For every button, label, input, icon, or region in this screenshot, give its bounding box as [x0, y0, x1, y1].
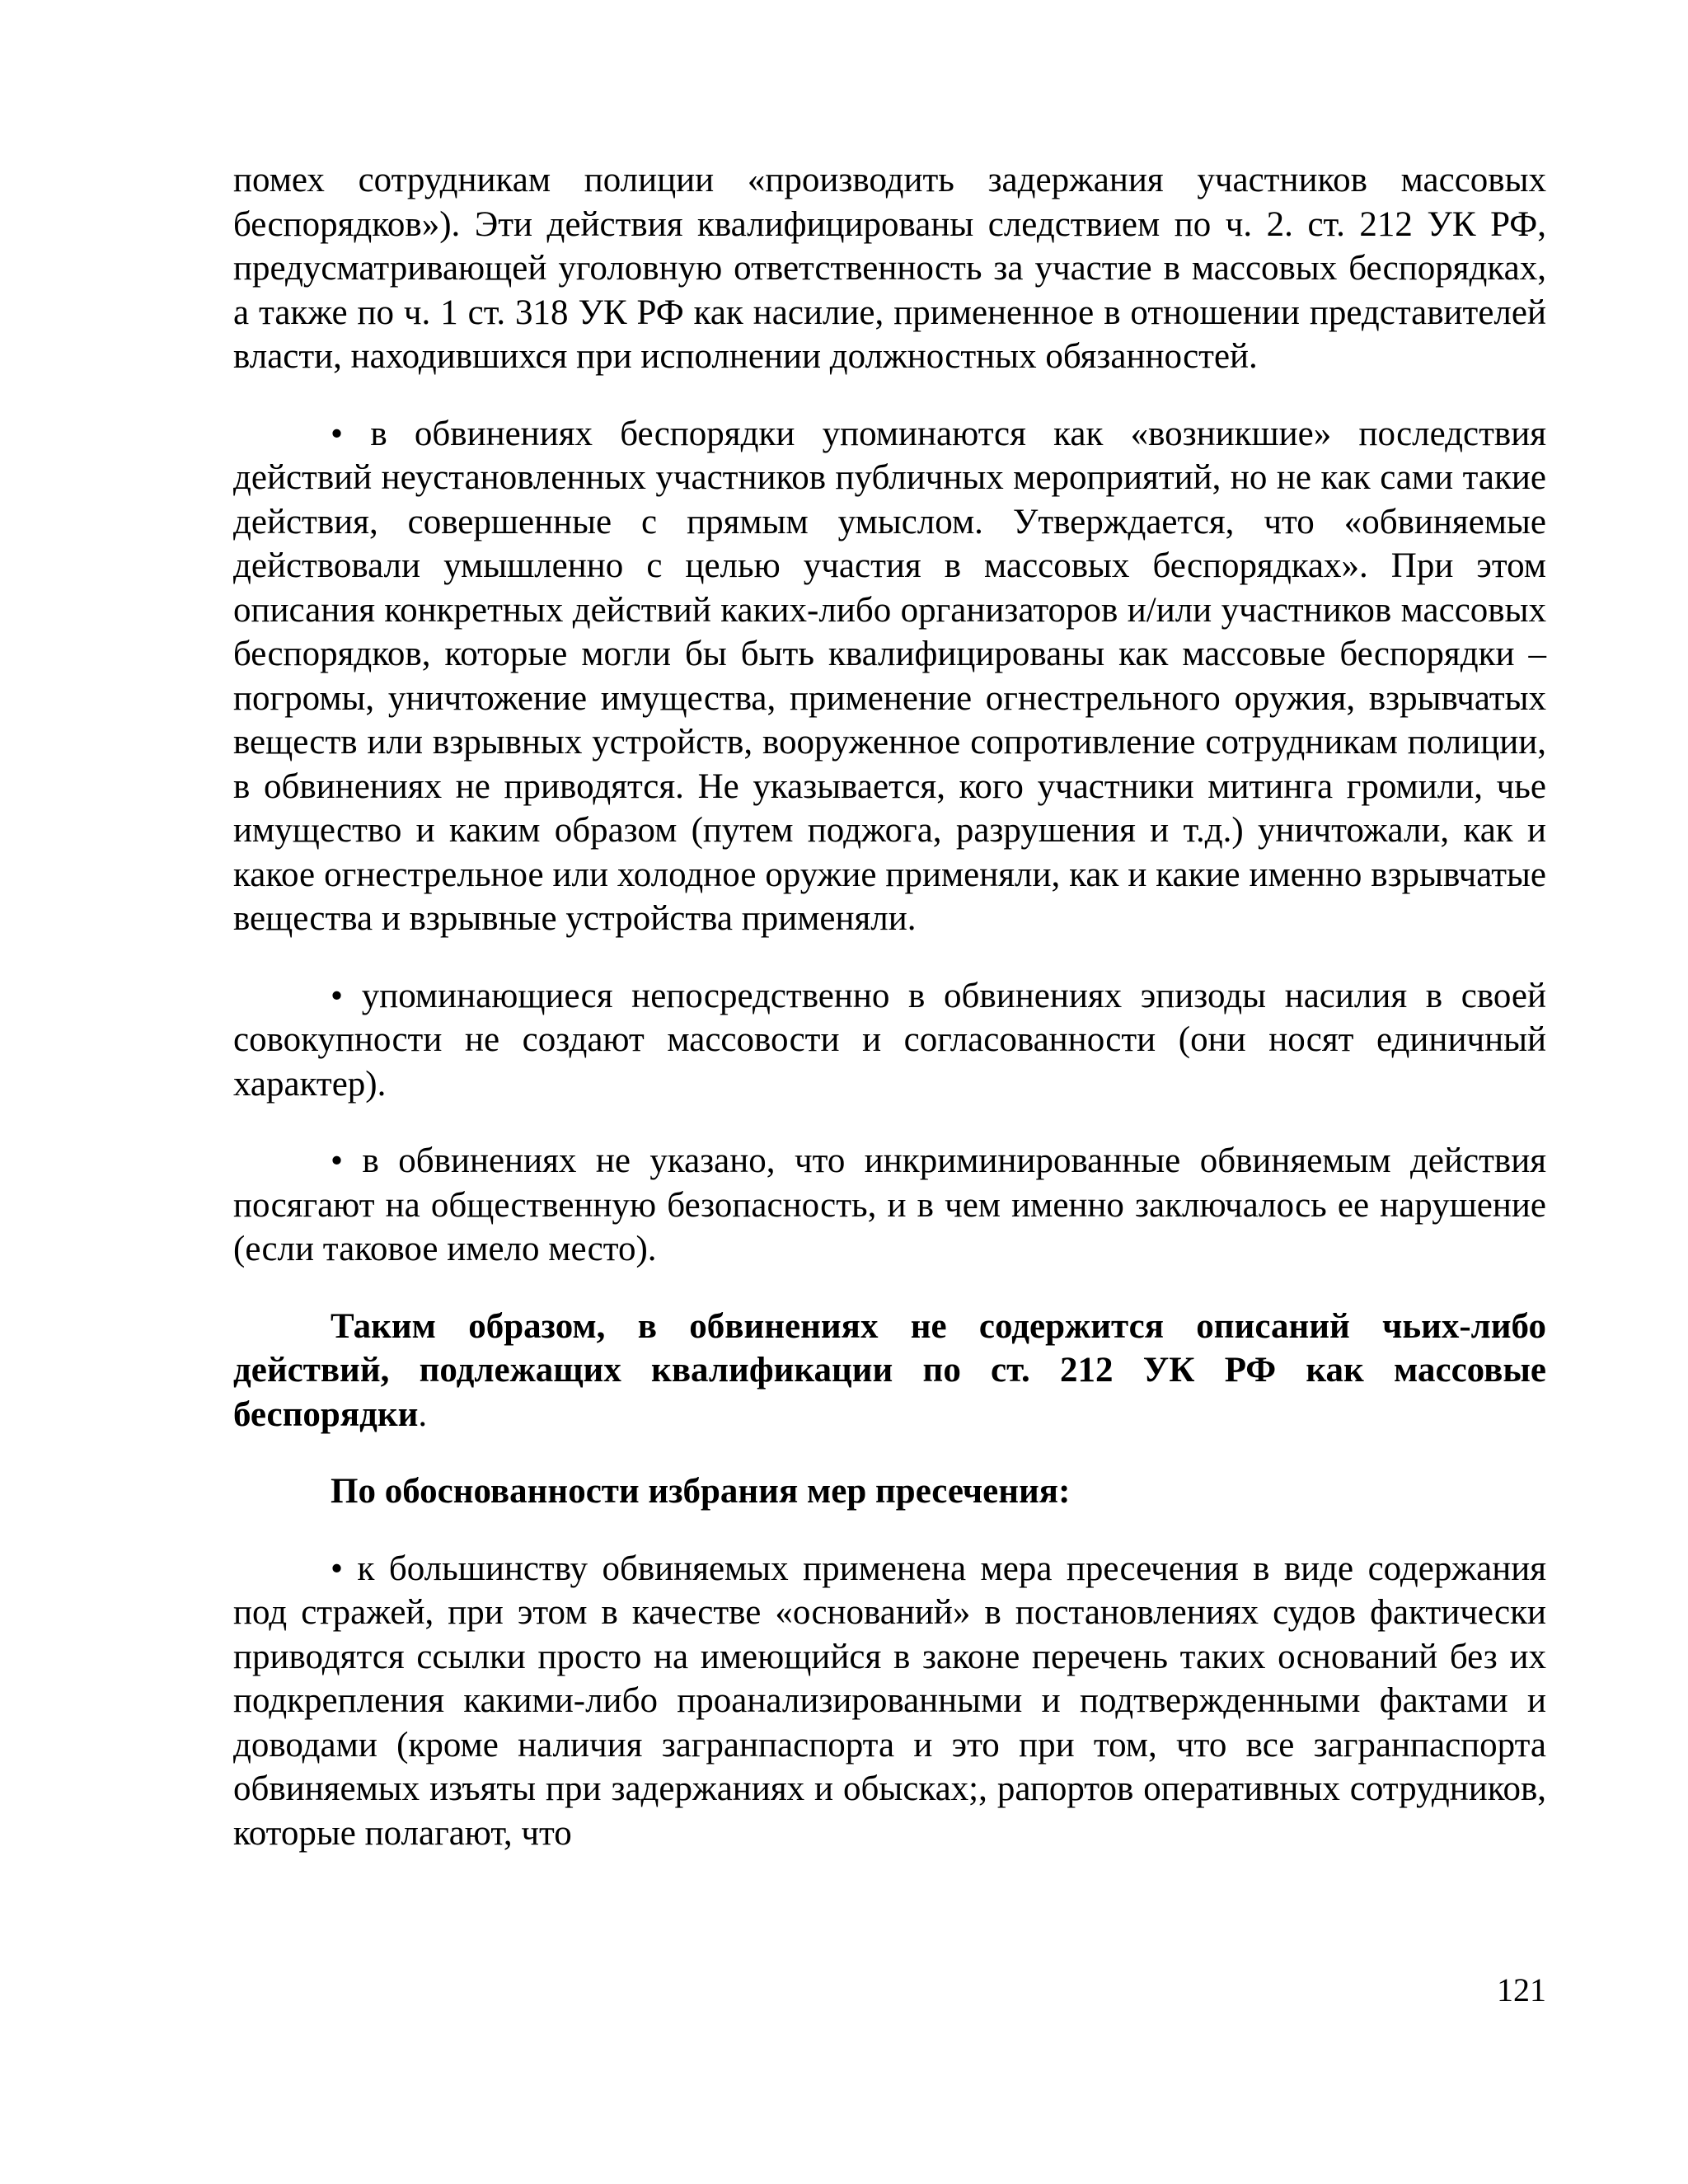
bullet-item-public-safety: • в обвинениях не указано, что инкриминированные обвиняемым действия посягают на общественную безопасность, и в чем именно заключалось ее нарушение (если таковое имело место).	[233, 1139, 1546, 1272]
page-number: 121	[1497, 1971, 1546, 2008]
body-text	[233, 158, 1546, 1855]
bullet-item-preventive-measures: • к большинству обвиняемых применена мера пресечения в виде содержания под стражей, при этом в качестве «оснований» в постановлениях судов фактически приводятся ссылки просто на имеющийся в законе перечень таких оснований без их подкрепления какими-либо проанализированными и подтвержденными фактами и доводами (кроме наличия загранпаспорта и это при том, что все загранпаспорта обвиняемых изъяты при задержаниях и обысках;, рапортов оперативных сотрудников, которые полагают, что	[233, 1547, 1546, 1856]
conclusion-paragraph	[233, 1305, 1546, 1437]
conclusion-period: .	[418, 1394, 428, 1434]
section-heading: По обоснованности избрания мер пресечения:	[331, 1472, 1071, 1511]
bullet-item-violence-episodes: • упоминающиеся непосредственно в обвинениях эпизоды насилия в своей совокупности не создают массовости и согласованности (они носят единичный характер).	[233, 974, 1546, 1107]
bullet-item-riots-as-consequence: • в обвинениях беспорядки упоминаются как «возникшие» последствия действий неустановленных участников публичных мероприятий, но не как сами такие действия, совершенные с прямым умыслом. Утверждается, что «обвиняемые действовали умышленно с целью участия в массовых беспорядках». При этом описания конкретных действий каких-либо организаторов и/или участников массовых беспорядков, которые могли бы быть квалифицированы как массовые беспорядки – погромы, уничтожение имущества, применение огнестрельного оружия, взрывчатых веществ или взрывных устройств, вооруженное сопротивление сотрудникам полиции, в обвинениях не приводятся. Не указывается, кого участники митинга громили, чье имущество и каким образом (путем поджога, разрушения и т.д.) уничтожали, как и какое огнестрельное или холодное оружие применяли, как и какие именно взрывчатые вещества и взрывные устройства применяли.	[233, 412, 1546, 941]
conclusion-bold-text: Таким образом, в обвинениях не содержится описаний чьих-либо действий, подлежащих квалификации по ст. 212 УК РФ как массовые беспорядки	[233, 1306, 1546, 1434]
paragraph-continuation: помех сотрудникам полиции «производить задержания участников массовых беспорядков»). Эти действия квалифицированы следствием по ч. 2. ст. 212 УК РФ, предусматривающей уголовную ответственность за участие в массовых беспорядках, а также по ч. 1 ст. 318 УК РФ как насилие, примененное в отношении представителей власти, находившихся при исполнении должностных обязанностей.	[233, 161, 1546, 376]
